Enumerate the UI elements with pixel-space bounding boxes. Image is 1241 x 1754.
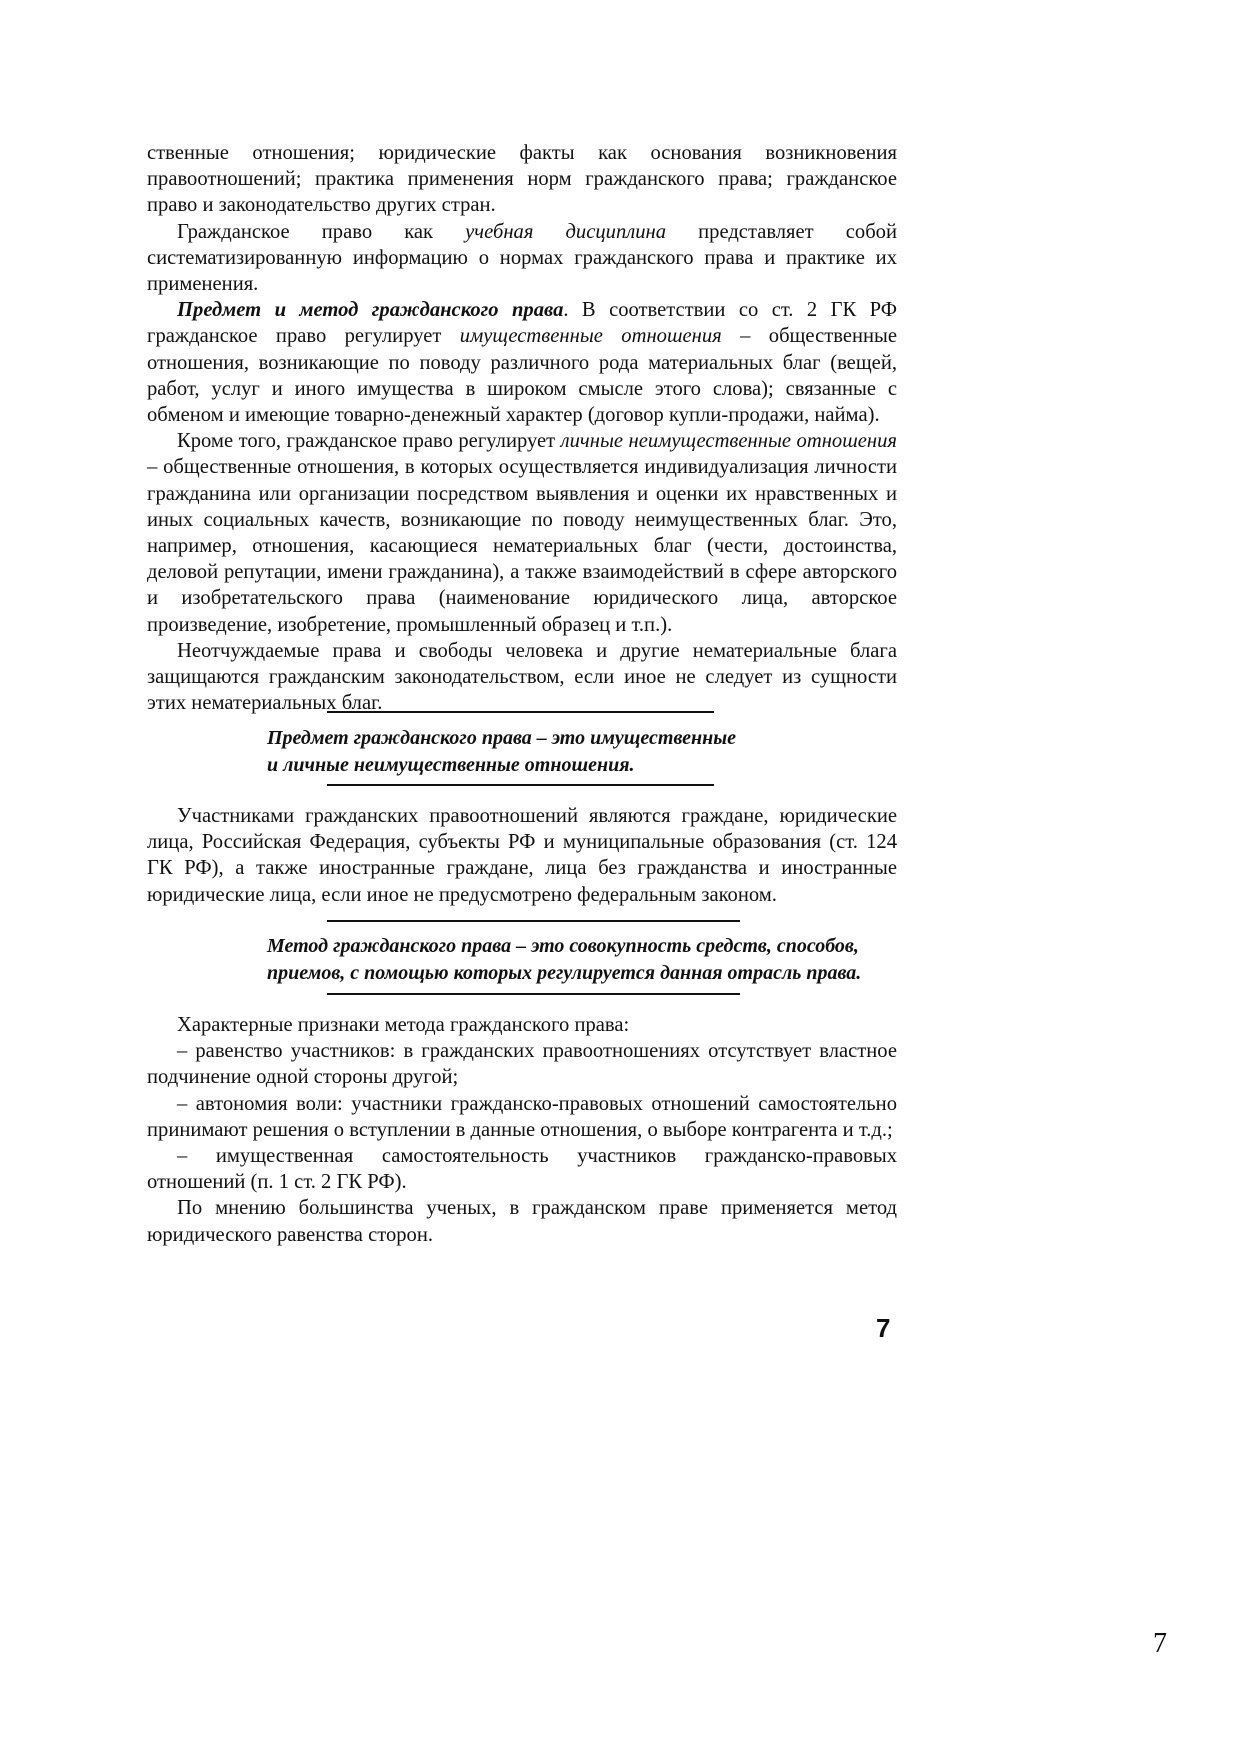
paragraph-subject-method: Предмет и метод гражданского права. В соответствии со ст. 2 ГК РФ гражданское право регулирует имущественные отношения – общественные отношения, возникающие по поводу различного рода материальных благ (вещей, работ, услуг и иного имущества в широком смысле этого слова); связанные с обменом и имеющие товарно-денежный характер (договор купли-продажи, найма). — [147, 299, 897, 427]
text-block-intro — [147, 140, 897, 716]
paragraph-continuation: ственные отношения; юридические факты как основания возникновения правоотношений; практика применения норм гражданского права; гражданское право и законодательство других стран. — [147, 142, 897, 217]
list-item-property-independence: – имущественная самостоятельность участников гражданско-правовых отношений (п. 1 ст. 2 ГК РФ). — [147, 1145, 897, 1194]
paragraph-personal-relations: Кроме того, гражданское право регулирует личные неимущественные отношения – общественные отношения, в которых осуществляется индивидуализация личности гражданина или организации посредством выявления и оценки их нравственных и иных социальных качеств, возникающие по поводу неимущественных благ. Это, например, отношения, касающиеся нематериальных благ (чести, достоинства, деловой репутации, имени гражданина), а также взаимодействий в сфере авторского и изобретательского права (наименование юридического лица, авторское произведение, изобретение, промышленный образец и т.п.). — [147, 430, 897, 636]
book-page-number: 7 — [876, 1313, 891, 1343]
paragraph-participants: Участниками гражданских правоотношений являются граждане, юридические лица, Российская Федерация, субъекты РФ и муниципальные образования (ст. 124 ГК РФ), а также иностранные граждане, лица без гражданства и иностранные юридические лица, если иное не предусмотрено федеральным законом. — [147, 805, 897, 906]
paragraph-conclusion: По мнению большинства ученых, в гражданском праве применяется метод юридического равенства сторон. — [147, 1197, 897, 1246]
list-item-equality: – равенство участников: в гражданских правоотношениях отсутствует властное подчинение одной стороны другой; — [147, 1040, 897, 1089]
heading-inline-predmet-metod: Предмет и метод гражданского права — [177, 299, 564, 322]
paragraph-features-intro: Характерные признаки метода гражданского права: — [177, 1014, 630, 1036]
definition-subject-line-2: и личные неимущественные отношения. — [267, 753, 635, 776]
rule-top-definition-2 — [327, 920, 740, 922]
term-lichnye-neimushchestvennye: личные неимущественные отношения — [560, 430, 897, 453]
definition-subject — [267, 725, 736, 778]
definition-method-line-2: приемов, с помощью которых регулируется данная отрасль права. — [267, 961, 862, 984]
text-block-method-features — [147, 1012, 897, 1248]
paragraph-discipline: Гражданское право как учебная дисциплина представляет собой систематизированную информацию о нормах гражданского права и практике их применения. — [147, 220, 897, 296]
term-uchebnaya-disciplina: учебная дисциплина — [465, 220, 667, 243]
text-block-participants — [147, 803, 897, 908]
scan-page-number: 7 — [1153, 1628, 1167, 1659]
rule-top-definition-1 — [327, 711, 714, 713]
rule-bottom-definition-2 — [327, 993, 740, 995]
term-imushchestvennye: имущественные отношения — [459, 325, 722, 348]
definition-method — [267, 933, 861, 986]
definition-method-line-1: Метод гражданского права – это совокупность средств, способов, — [267, 935, 859, 957]
rule-bottom-definition-1 — [327, 784, 714, 786]
paragraph-inalienable-rights: Неотчуждаемые права и свободы человека и другие нематериальные блага защищаются гражданским законодательством, если иное не следует из сущности этих нематериальных благ. — [147, 639, 897, 715]
definition-subject-line-1: Предмет гражданского права – это имущественные — [267, 727, 737, 749]
list-item-autonomy: – автономия воли: участники гражданско-правовых отношений самостоятельно принимают решения о вступлении в данные отношения, о выборе контрагента и т.д.; — [147, 1092, 897, 1141]
